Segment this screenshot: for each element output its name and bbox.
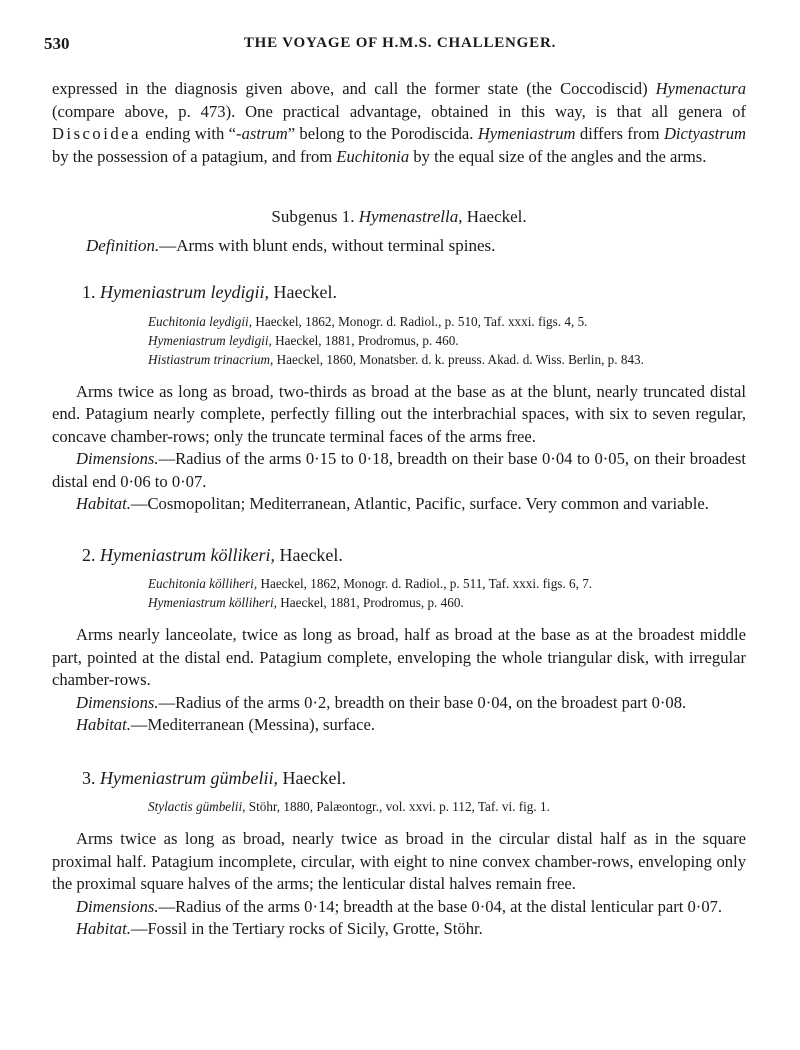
synonym-entry: Stylactis gümbelii, Stöhr, 1880, Palæontogr., vol. xxvi. p. 112, Taf. vi. fig. 1.: [148, 799, 550, 814]
subgenus-heading: Subgenus 1. Hymenastrella, Haeckel.: [271, 207, 527, 226]
species-heading: 1. Hymeniastrum leydigii, Haeckel.: [82, 282, 337, 302]
intro-paragraph: expressed in the diagnosis given above, and call the former state (the Coccodiscid) Hymenactura (compare above, p. 473). One practical advantage, obtained in this way, is that all genera of Discoidea ending with “-astrum” belong to the Porodiscida. Hymeniastrum differs from Dictyastrum by the possession of a patagium, and from Euchitonia by the equal size of the angles and the arms.: [52, 79, 746, 166]
species-description: Arms nearly lanceolate, twice as long as broad, half as broad at the base as at the broadest middle part, pointed at the distal end. Patagium complete, enveloping the whole triangular disk, with irregular chamber-rows.: [52, 625, 746, 689]
synonym-entry: Histiastrum trinacrium, Haeckel, 1860, Monatsber. d. k. preuss. Akad. d. Wiss. Berlin, p. 843.: [148, 351, 644, 367]
synonym-entry: Hymeniastrum leydigii, Haeckel, 1881, Prodromus, p. 460.: [148, 332, 459, 348]
habitat: Habitat.—Mediterranean (Messina), surface.: [76, 715, 376, 734]
dimensions: Dimensions.—Radius of the arms 0·14; breadth at the base 0·04, at the distal lenticular part 0·07.: [76, 896, 723, 916]
dimensions: Dimensions.—Radius of the arms 0·2, breadth on their base 0·04, on the broadest part 0·08.: [76, 692, 687, 712]
synonym-list: [52, 574, 746, 612]
synonym-entry: Euchitonia leydigii, Haeckel, 1862, Monogr. d. Radiol., p. 510, Taf. xxxi. figs. 4, 5.: [148, 313, 588, 329]
species-description: Arms twice as long as broad, two-thirds as broad at the base as at the blunt, nearly truncated distal end. Patagium nearly complete, perfectly filling out the interbrachial spaces, with six to seven regular, concave chamber-rows; only the truncate terminal faces of the arms free.: [52, 381, 746, 446]
habitat: Habitat.—Cosmopolitan; Mediterranean, Atlantic, Pacific, surface. Very common and variable.: [76, 494, 709, 513]
synonym-entry: Euchitonia kölliheri, Haeckel, 1862, Monogr. d. Radiol., p. 511, Taf. xxxi. figs. 6, 7.: [148, 576, 593, 591]
species-heading: 3. Hymeniastrum gümbelii, Haeckel.: [82, 767, 346, 788]
page-number: 530: [44, 34, 70, 53]
running-title: THE VOYAGE OF H.M.S. CHALLENGER.: [243, 35, 557, 51]
synonym-list: [52, 797, 746, 816]
species-heading: 2. Hymeniastrum köllikeri, Haeckel.: [82, 544, 343, 565]
dimensions: Dimensions.—Radius of the arms 0·15 to 0·18, breadth on their base 0·04 to 0·05, on their broadest distal end 0·06 to 0·07.: [52, 449, 746, 491]
page-header: [44, 34, 756, 54]
synonym-entry: Hymeniastrum kölliheri, Haeckel, 1881, Prodromus, p. 460.: [148, 595, 464, 610]
definition: Definition.—Arms with blunt ends, without terminal spines.: [86, 235, 496, 255]
species-description: Arms twice as long as broad, nearly twice as broad in the circular distal half as in the square proximal half. Patagium incomplete, circular, with eight to nine convex chamber-rows, enveloping only the proximal square halves of the arms; the lenticular distal halves remain free.: [52, 829, 746, 893]
page-body: [52, 78, 746, 941]
synonym-list: [52, 312, 746, 369]
habitat: Habitat.—Fossil in the Tertiary rocks of Sicily, Grotte, Stöhr.: [76, 919, 483, 938]
